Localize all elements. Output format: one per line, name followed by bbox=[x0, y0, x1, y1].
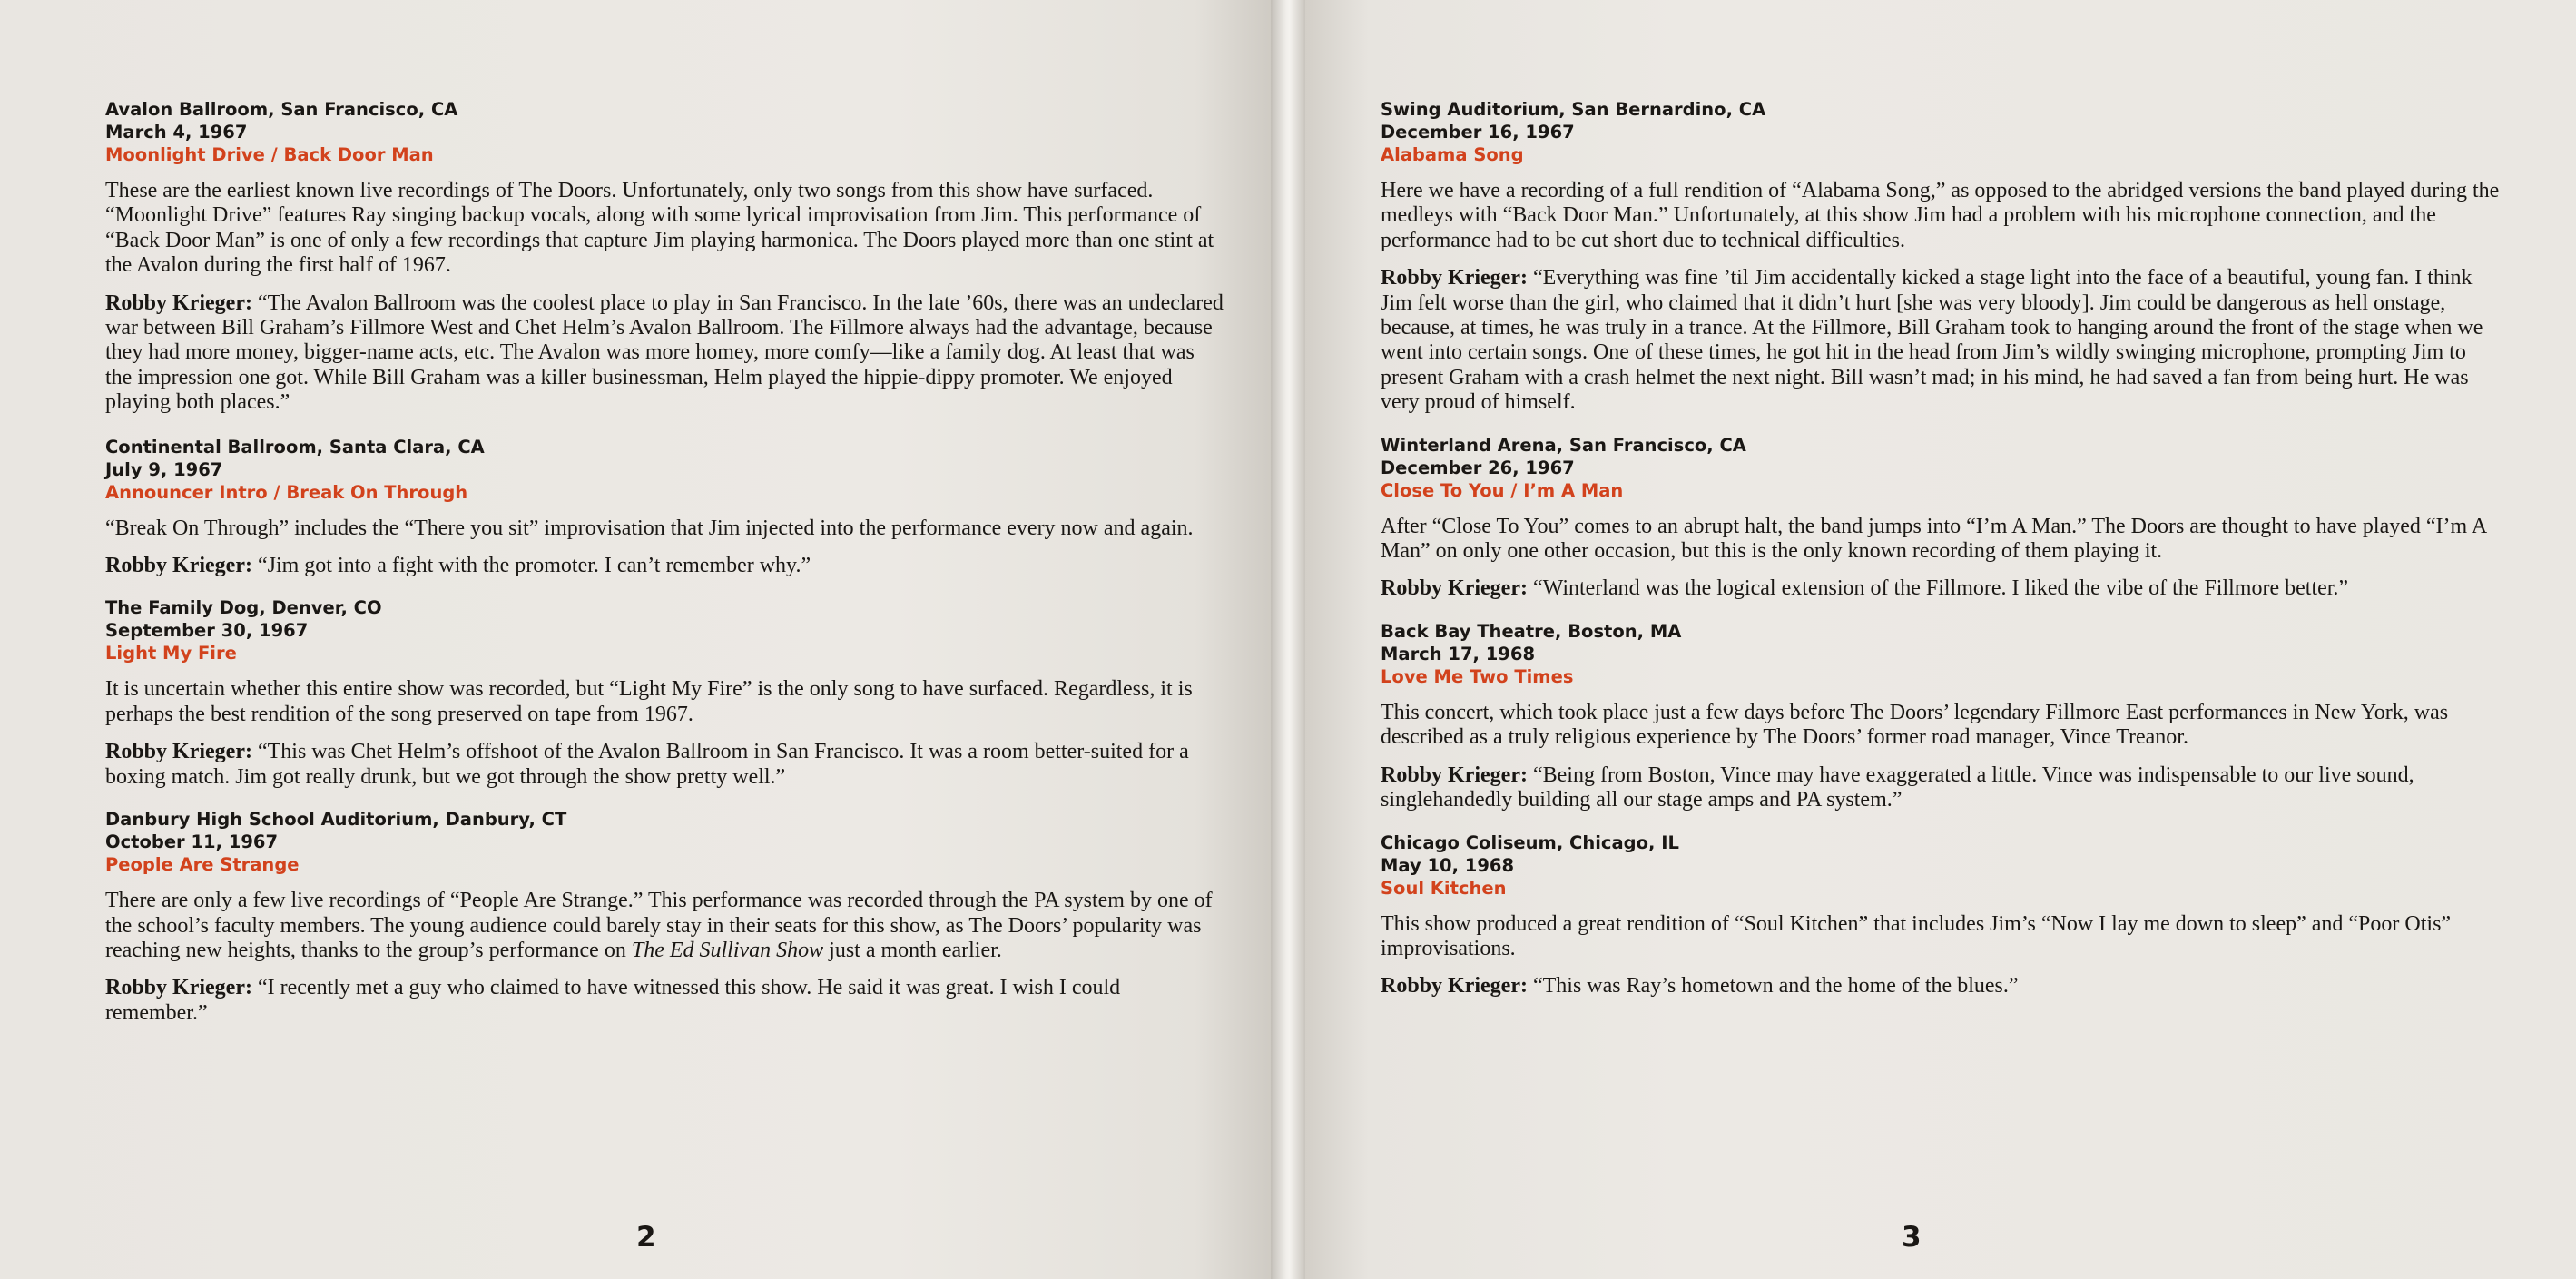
song-titles: Close To You / I’m A Man bbox=[1381, 479, 1624, 501]
concert-date: September 30, 1967 bbox=[105, 620, 309, 642]
quote-speaker: Robby Krieger: bbox=[105, 976, 252, 1000]
description-paragraph: “Break On Through” includes the “There you sit” improvisation that Jim injected into the performance every now and again. bbox=[105, 516, 1194, 540]
venue-heading: Danbury High School Auditorium, Danbury, CT bbox=[105, 809, 567, 831]
quote-paragraph bbox=[105, 740, 1226, 790]
left-page bbox=[0, 0, 1271, 1279]
venue-heading: Avalon Ballroom, San Francisco, CA bbox=[105, 99, 458, 120]
concert-entry bbox=[1381, 620, 2502, 813]
song-titles: People Are Strange bbox=[105, 854, 300, 876]
song-titles: Soul Kitchen bbox=[1381, 877, 1507, 899]
description-paragraph: After “Close To You” comes to an abrupt halt, the band jumps into “I’m A Man.” The Doors are thought to have played “I’m A Man” on only one other occasion, but this is the only known recording of them playing it. bbox=[1381, 514, 2486, 564]
right-page-content bbox=[1381, 98, 2502, 1018]
song-titles: Announcer Intro / Break On Through bbox=[105, 481, 468, 503]
quote-paragraph bbox=[105, 554, 1226, 578]
quote-text: “This was Chet Helm’s offshoot of the Avalon Ballroom in San Francisco. It was a room better-suited for a boxing match. Jim got really drunk, but we got through the show pretty well.” bbox=[105, 740, 1189, 789]
left-page-content bbox=[105, 98, 1226, 1044]
quote-paragraph bbox=[105, 291, 1226, 416]
venue-heading: Swing Auditorium, San Bernardino, CA bbox=[1381, 99, 1766, 120]
book-gutter bbox=[1271, 0, 1305, 1279]
description-text-end: just a month earlier. bbox=[823, 938, 1002, 962]
quote-speaker: Robby Krieger: bbox=[1381, 974, 1528, 999]
quote-speaker: Robby Krieger: bbox=[105, 740, 252, 764]
description-paragraph: This concert, which took place just a few days before The Doors’ legendary Fillmore East performances in New York, was described as a truly religious experience by The Doors’ former road manager, Vince Treanor. bbox=[1381, 700, 2449, 750]
venue-heading: The Family Dog, Denver, CO bbox=[105, 597, 382, 619]
quote-paragraph bbox=[1381, 763, 2502, 813]
page-number: 2 bbox=[636, 1221, 656, 1254]
concert-entry bbox=[1381, 434, 2502, 602]
song-titles: Love Me Two Times bbox=[1381, 665, 1574, 687]
concert-date: December 16, 1967 bbox=[1381, 122, 1575, 143]
venue-heading: Chicago Coliseum, Chicago, IL bbox=[1381, 831, 1679, 853]
venue-heading: Winterland Arena, San Francisco, CA bbox=[1381, 434, 1746, 456]
description-paragraph: It is uncertain whether this entire show was recorded, but “Light My Fire” is the only song to have surfaced. Regardless, it is perhaps the best rendition of the song preserved on tape from 1967. bbox=[105, 677, 1193, 726]
quote-text: “Jim got into a fight with the promoter. I can’t remember why.” bbox=[257, 554, 811, 578]
description-text: There are only a few live recordings of “People Are Strange.” This performance was recorded through the PA system by one of the school’s faculty members. The young audience could barely stay in their seats for this show, as The Doors’ popularity was reaching new heights, thanks to the group’s performance on bbox=[105, 889, 1213, 962]
quote-text: “Everything was fine ’til Jim accidentally kicked a stage light into the face of a beautiful, young fan. I think Jim felt worse than the girl, who claimed that it didn’t hurt [she was very bloody]. Jim could be dangerous as hell onstage, because, at times, he was truly in a trance. At the Fillmore, Bill Graham took to hanging around the front of the stage when we went into certain songs. One of these times, he got hit in the head from Jim’s wildly swinging microphone, prompting Jim to present Graham with a crash helmet the next night. Bill wasn’t mad; in his mind, he had saved a fan from being hurt. He was very proud of himself. bbox=[1381, 266, 2483, 415]
quote-paragraph bbox=[1381, 266, 2502, 415]
song-titles: Light My Fire bbox=[105, 643, 237, 664]
quote-text: “This was Ray’s hometown and the home of the blues.” bbox=[1532, 974, 2019, 999]
quote-paragraph bbox=[1381, 974, 2502, 999]
description-paragraph bbox=[105, 889, 1226, 963]
concert-entry bbox=[105, 436, 1226, 579]
quote-paragraph bbox=[1381, 576, 2502, 601]
concert-date: March 17, 1968 bbox=[1381, 643, 1536, 664]
concert-entry bbox=[105, 808, 1226, 1026]
song-titles: Alabama Song bbox=[1381, 144, 1524, 165]
concert-date: October 11, 1967 bbox=[105, 831, 279, 853]
description-paragraph: These are the earliest known live recordings of The Doors. Unfortunately, only two songs from this show have surfaced. “Moonlight Drive” features Ray singing backup vocals, along with some lyrical improvisation from Jim. This performance of “Back Door Man” is one of only a few recordings that capture Jim playing harmonica. The Doors played more than one stint at the Avalon during the first half of 1967. bbox=[105, 179, 1214, 278]
quote-speaker: Robby Krieger: bbox=[105, 290, 252, 315]
quote-speaker: Robby Krieger: bbox=[1381, 576, 1528, 601]
page-number: 3 bbox=[1902, 1221, 1922, 1254]
quote-paragraph bbox=[105, 976, 1226, 1026]
description-paragraph: This show produced a great rendition of “Soul Kitchen” that includes Jim’s “Now I lay me down to sleep” and “Poor Otis” improvisations. bbox=[1381, 911, 2452, 960]
quote-text: “Being from Boston, Vince may have exaggerated a little. Vince was indispensable to our live sound, singlehandedly building all our stage amps and PA system.” bbox=[1381, 762, 2414, 812]
concert-date: July 9, 1967 bbox=[105, 458, 223, 480]
quote-speaker: Robby Krieger: bbox=[1381, 762, 1528, 787]
concert-date: May 10, 1968 bbox=[1381, 854, 1515, 876]
quote-text: “The Avalon Ballroom was the coolest place to play in San Francisco. In the late ’60s, there was an undeclared war between Bill Graham’s Fillmore West and Chet Helm’s Avalon Ballroom. The Fillmore always had the advantage, because they had more money, bigger-name acts, etc. The Avalon was more homey, more comfy—like a family dog. At least that was the impression one got. While Bill Graham was a killer businessman, Helm played the hippie-dippy promoter. We enjoyed playing both places.” bbox=[105, 290, 1224, 415]
quote-speaker: Robby Krieger: bbox=[105, 554, 252, 578]
quote-speaker: Robby Krieger: bbox=[1381, 266, 1528, 290]
concert-date: March 4, 1967 bbox=[105, 122, 248, 143]
concert-entry bbox=[105, 98, 1226, 416]
concert-entry bbox=[1381, 98, 2502, 416]
venue-heading: Back Bay Theatre, Boston, MA bbox=[1381, 620, 1682, 642]
concert-entry bbox=[1381, 831, 2502, 999]
description-paragraph: Here we have a recording of a full rendition of “Alabama Song,” as opposed to the abridged versions the band played during the medleys with “Back Door Man.” Unfortunately, at this show Jim had a problem with his microphone connection, and the performance had to be cut short due to technical difficulties. bbox=[1381, 179, 2500, 252]
venue-heading: Continental Ballroom, Santa Clara, CA bbox=[105, 436, 485, 457]
song-titles: Moonlight Drive / Back Door Man bbox=[105, 144, 434, 165]
quote-text: “Winterland was the logical extension of the Fillmore. I liked the vibe of the Fillmore better.” bbox=[1532, 576, 2349, 601]
tv-show-title: The Ed Sullivan Show bbox=[631, 938, 824, 962]
right-page bbox=[1305, 0, 2576, 1279]
concert-entry bbox=[105, 596, 1226, 790]
quote-text: “I recently met a guy who claimed to have witnessed this show. He said it was great. I wish I could remember.” bbox=[105, 976, 1121, 1025]
concert-date: December 26, 1967 bbox=[1381, 457, 1575, 478]
